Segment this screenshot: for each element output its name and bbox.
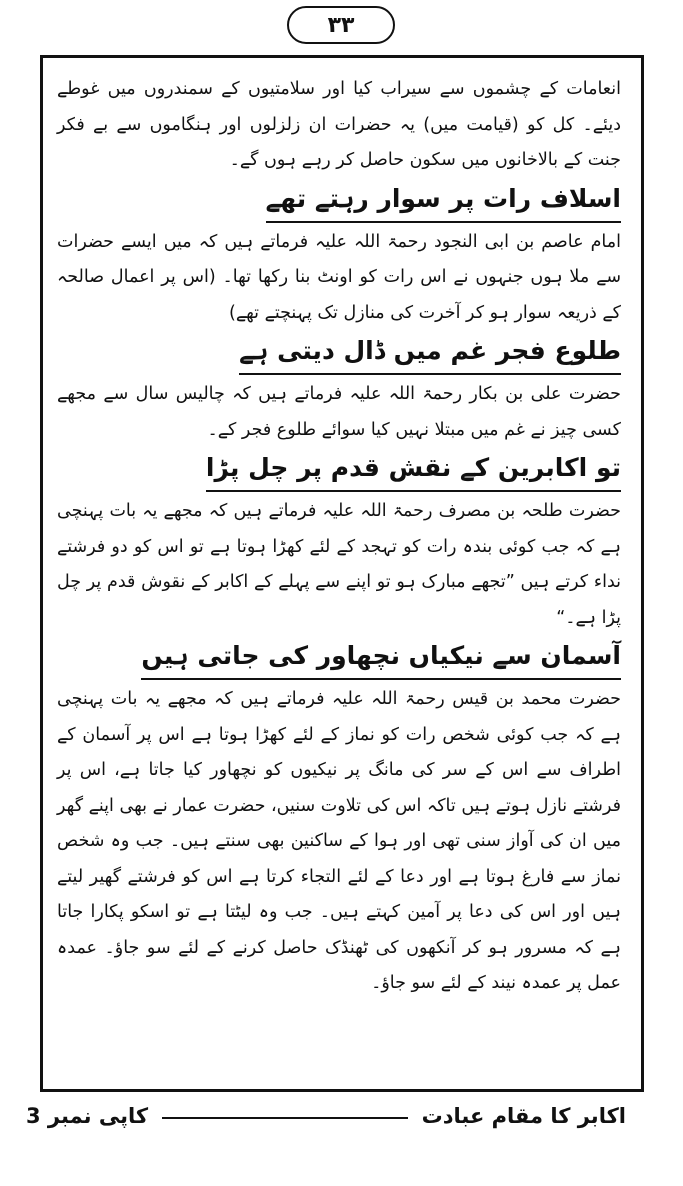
section-heading: تو اکابرین کے نقش قدم پر چل پڑا: [206, 450, 621, 492]
page-footer: [26, 1098, 626, 1134]
section-heading: طلوع فجر غم میں ڈال دیتی ہے: [239, 333, 621, 375]
page-content: [57, 72, 621, 1002]
paragraph-intro: انعامات کے چشموں سے سیراب کیا اور سلامتیوں کے سمندروں میں غوطے دیئے۔ کل کو (قیامت میں) یہ حضرات ان زلزلوں اور ہنگاموں سے بے فکر جنت کے بالاخانوں میں سکون حاصل کر رہے ہوں گے۔: [57, 79, 621, 170]
section-heading: آسمان سے نیکیاں نچھاور کی جاتی ہیں: [141, 638, 621, 680]
paragraph: حضرت علی بن بکار رحمۃ اللہ علیہ فرماتے ہیں کہ چالیس سال سے مجھے کسی چیز نے غم میں مبتلا نہیں کیا سوائے طلوع فجر کے۔: [57, 384, 621, 440]
paragraph: امام عاصم بن ابی النجود رحمۃ اللہ علیہ فرماتے ہیں کہ میں ایسے حضرات سے ملا ہوں جنہوں نے اس رات کو اونٹ بنا رکھا تھا۔ (اس پر اعمال صالحہ کے ذریعہ سوار ہو کر آخرت کی منازل تک پہنچتے تھے): [57, 231, 621, 323]
footer-copy-number: کاپی نمبر 3: [26, 1104, 149, 1128]
section-heading: اسلاف رات پر سوار رہتے تھے: [266, 181, 621, 223]
footer-book-title: اکابر کا مقام عبادت: [421, 1104, 626, 1128]
paragraph: حضرت طلحہ بن مصرف رحمۃ اللہ علیہ فرماتے ہیں کہ مجھے یہ بات پہنچی ہے کہ جب کوئی بندہ رات کو تہجد کے لئے کھڑا ہوتا ہے تو اس کو دو فرشتے نداء کرتے ہیں ”تجھے مبارک ہو تو اپنے سے پہلے کے اکابر کے نقوش قدم پر چل پڑا ہے۔“: [57, 501, 621, 628]
page-frame: [40, 55, 644, 1092]
paragraph: حضرت محمد بن قیس رحمۃ اللہ علیہ فرماتے ہیں کہ مجھے یہ بات پہنچی ہے کہ جب کوئی شخص رات کو نماز کے لئے کھڑا ہوتا ہے اس پر آسمان کے اطراف سے اس کے سر کی مانگ پر نیکیوں کو نچھاور کیا جاتا ہے، اس پر فرشتے نازل ہوتے ہیں تاکہ اس کی تلاوت سنیں، حضرت عمار نے بھی اپنے گھر میں ان کی آواز سنی تھی اور ہوا کے ساکنین بھی سنتے ہیں۔ جب وہ شخص نماز سے فارغ ہوتا ہے اور دعا کے لئے التجاء کرتا ہے اس کو فرشتے گھیر لیتے ہیں اور اس کی دعا پر آمین کہتے ہیں۔ جب وہ لیٹتا ہے تو اسکو پکارا جاتا ہے کہ مسرور ہو کر آنکھوں کی ٹھنڈک حاصل کرنے کے لئے سو جاؤ۔ عمدہ عمل پر عمدہ نیند کے لئے سو جاؤ۔: [57, 689, 621, 993]
footer-rule: [162, 1117, 408, 1119]
page-number: ۳۳: [287, 6, 395, 44]
